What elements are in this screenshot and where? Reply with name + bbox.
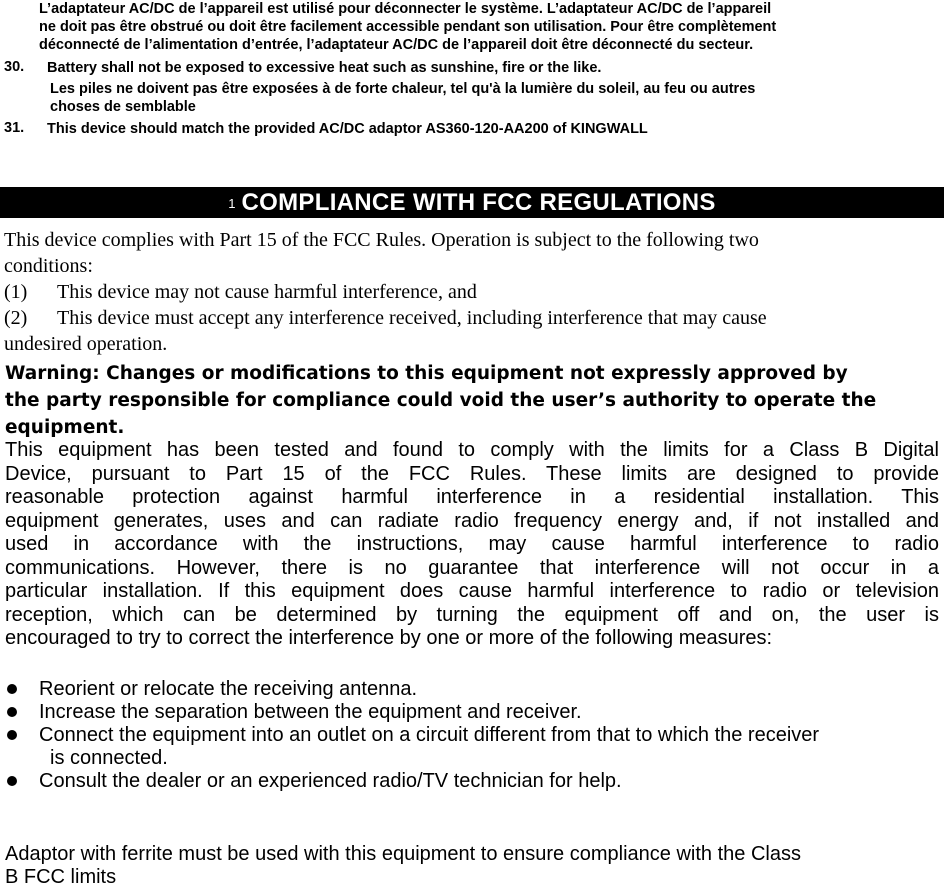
bullet-icon [7, 730, 17, 740]
measure-item: Connect the equipment into an outlet on a circuit different from that to which the receiver [39, 724, 820, 746]
item-31-text: This device should match the provided AC/DC adaptor AS360-120-AA200 of KINGWALL [47, 121, 648, 137]
paragraph-line: equipment generates, uses and can radiate radio frequency energy and, if not installed and [5, 509, 939, 532]
paragraph-line: Device, pursuant to Part 15 of the FCC Rules. These limits are designed to provide [5, 462, 939, 485]
french-line: Les piles ne doivent pas être exposées à de forte chaleur, tel qu'à la lumière du soleil, au feu ou autres [50, 81, 756, 97]
paragraph-line: encouraged to try to correct the interference by one or more of the following measures: [5, 627, 773, 649]
measure-item: Reorient or relocate the receiving antenna. [39, 678, 418, 700]
measure-item-continued: is connected. [50, 747, 168, 769]
condition-2-number: (2) [4, 307, 28, 329]
note-line: B FCC limits [5, 866, 117, 888]
bullet-icon [7, 776, 17, 786]
intro-line: conditions: [4, 255, 93, 277]
item-30-french [50, 80, 940, 116]
french-disconnect-note [39, 0, 944, 54]
paragraph-line: reasonable protection against harmful interference in a residential installation. This [5, 486, 939, 508]
item-31-number: 31. [4, 120, 25, 136]
french-line: choses de semblable [50, 99, 196, 115]
measure-item: Increase the separation between the equipment and receiver. [39, 701, 582, 723]
intro-line: This device complies with Part 15 of the FCC Rules. Operation is subject to the following two [4, 229, 759, 251]
bullet-icon [7, 684, 17, 694]
note-line: Adaptor with ferrite must be used with this equipment to ensure compliance with the Class [5, 843, 801, 865]
warning-line: the party responsible for compliance could void the user’s authority to operate the [5, 390, 877, 411]
french-line: ne doit pas être obstrué ou doit être facilement accessible pendant son utilisation. Pour être complètement [39, 19, 777, 35]
paragraph-line: reception, which can be determined by turning the equipment off and on, the user is [5, 603, 939, 626]
item-30-text: Battery shall not be exposed to excessive heat such as sunshine, fire or the like. [47, 60, 602, 76]
measure-item: Consult the dealer or an experienced radio/TV technician for help. [39, 770, 622, 792]
section-title: COMPLIANCE WITH FCC REGULATIONS [241, 189, 716, 216]
item-30-number: 30. [4, 59, 25, 75]
paragraph-line: particular installation. If this equipment does cause harmful interference to radio or television [5, 580, 939, 602]
warning-line: Warning: Changes or modifications to this equipment not expressly approved by [5, 363, 848, 384]
french-line: L’adaptateur AC/DC de l’appareil est utilisé pour déconnecter le système. L’adaptateur AC/DC de l’appareil [39, 1, 772, 17]
condition-1-number: (1) [4, 281, 28, 303]
paragraph-line: used in accordance with the instructions, may cause harmful interference to radio [5, 533, 939, 555]
adaptor-note [5, 843, 941, 889]
paragraph-line: communications. However, there is no guarantee that interference will not occur in a [5, 556, 939, 579]
french-line: déconnecté de l’alimentation d’entrée, l’adaptateur AC/DC de l’appareil doit être déconnecté du secteur. [39, 37, 754, 53]
section-header [0, 187, 944, 218]
condition-1-text: This device may not cause harmful interference, and [57, 281, 477, 303]
condition-2-text: This device must accept any interference received, including interference that may cause [57, 307, 767, 329]
paragraph-line: This equipment has been tested and found to comply with the limits for a Class B Digital [5, 439, 939, 461]
section-number: 1 [228, 196, 236, 211]
compliance-intro [4, 227, 759, 279]
fcc-warning [5, 360, 941, 441]
bullet-icon [7, 707, 17, 717]
warning-line: equipment. [5, 417, 125, 438]
class-b-paragraph [5, 439, 939, 651]
condition-2-line2: undesired operation. [4, 333, 168, 355]
